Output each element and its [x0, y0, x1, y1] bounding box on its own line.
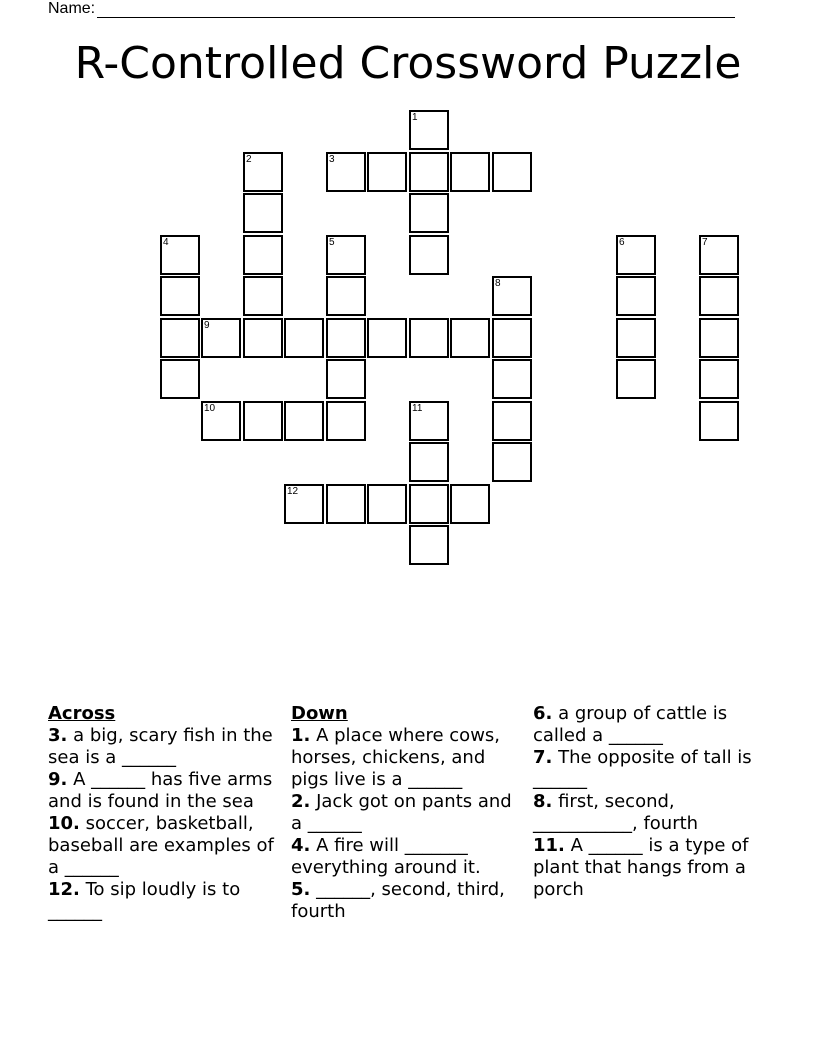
grid-cell[interactable] [409, 442, 449, 482]
clue [533, 703, 765, 747]
name-label: Name: [48, 0, 96, 17]
grid-cell[interactable] [326, 235, 366, 275]
grid-cell[interactable] [367, 152, 407, 192]
clue-text: To sip loudly is to ______ [48, 879, 241, 922]
grid-cell[interactable] [243, 235, 283, 275]
grid-cell[interactable] [699, 235, 739, 275]
grid-cell[interactable] [326, 152, 366, 192]
clue-number: 6. [533, 703, 553, 724]
grid-cell[interactable] [243, 152, 283, 192]
grid-cell[interactable] [284, 484, 324, 524]
grid-cell[interactable] [160, 235, 200, 275]
grid-cell[interactable] [201, 401, 241, 441]
grid-cell[interactable] [616, 276, 656, 316]
grid-cell[interactable] [616, 359, 656, 399]
grid-cell[interactable] [326, 276, 366, 316]
grid-cell[interactable] [409, 484, 449, 524]
clue-number: 11. [533, 835, 565, 856]
clue [48, 813, 280, 879]
grid-cell[interactable] [326, 318, 366, 358]
clue-number: 1 [412, 112, 418, 123]
clue-number: 9 [204, 320, 210, 331]
clue [48, 879, 280, 923]
grid-cell[interactable] [450, 152, 490, 192]
grid-cell[interactable] [409, 193, 449, 233]
grid-cell[interactable] [284, 401, 324, 441]
clue-number: 9. [48, 769, 68, 790]
across-heading: Across [48, 703, 116, 724]
clue [291, 835, 523, 879]
grid-cell[interactable] [616, 318, 656, 358]
clue [533, 835, 765, 901]
clue [291, 879, 523, 923]
grid-cell[interactable] [409, 110, 449, 150]
clue-number: 5. [291, 879, 311, 900]
grid-cell[interactable] [492, 442, 532, 482]
grid-cell[interactable] [326, 484, 366, 524]
clue-number: 6 [619, 237, 625, 248]
grid-cell[interactable] [160, 318, 200, 358]
clue-text: first, second, ___________, fourth [533, 791, 699, 834]
clue-text: A ______ has five arms and is found in the sea [48, 769, 273, 812]
grid-cell[interactable] [699, 318, 739, 358]
grid-cell[interactable] [699, 276, 739, 316]
clue-number: 2. [291, 791, 311, 812]
clue-number: 4 [163, 237, 169, 248]
down-clues [291, 703, 523, 923]
grid-cell[interactable] [492, 318, 532, 358]
clue [291, 791, 523, 835]
grid-cell[interactable] [492, 276, 532, 316]
clue-text: a big, scary fish in the sea is a ______ [48, 725, 273, 768]
clue-number: 4. [291, 835, 311, 856]
clue-number: 3. [48, 725, 68, 746]
clue-text: A ______ is a type of plant that hangs from a porch [533, 835, 749, 900]
clue-number: 3 [329, 154, 335, 165]
clue-text: a group of cattle is called a ______ [533, 703, 728, 746]
clue-number: 7. [533, 747, 553, 768]
clue-number: 10 [204, 403, 216, 414]
grid-cell[interactable] [409, 401, 449, 441]
down-clue-list-continued [533, 703, 765, 901]
clue-text: A fire will _______ everything around it. [291, 835, 481, 878]
puzzle-title: R-Controlled Crossword Puzzle [74, 38, 742, 89]
clue-text: A place where cows, horses, chickens, and pigs live is a ______ [291, 725, 501, 790]
grid-cell[interactable] [450, 484, 490, 524]
down-clue-list [291, 725, 523, 923]
grid-cell[interactable] [201, 318, 241, 358]
clue-number: 8. [533, 791, 553, 812]
grid-cell[interactable] [699, 359, 739, 399]
clue [48, 725, 280, 769]
grid-cell[interactable] [699, 401, 739, 441]
across-clues [48, 703, 280, 923]
grid-cell[interactable] [367, 318, 407, 358]
grid-cell[interactable] [409, 318, 449, 358]
clue-number: 11 [412, 403, 423, 414]
clue-number: 1. [291, 725, 311, 746]
grid-cell[interactable] [492, 152, 532, 192]
grid-cell[interactable] [492, 401, 532, 441]
clue [533, 791, 765, 835]
clue-text: Jack got on pants and a ______ [291, 791, 512, 834]
across-clue-list [48, 725, 280, 923]
clue-number: 8 [495, 278, 501, 289]
grid-cell[interactable] [409, 235, 449, 275]
clue [533, 747, 765, 791]
clue-number: 12. [48, 879, 80, 900]
grid-cell[interactable] [243, 401, 283, 441]
grid-cell[interactable] [409, 525, 449, 565]
clue-number: 7 [702, 237, 708, 248]
grid-cell[interactable] [243, 276, 283, 316]
grid-cell[interactable] [492, 359, 532, 399]
clue [48, 769, 280, 813]
grid-cell[interactable] [160, 359, 200, 399]
grid-cell[interactable] [326, 401, 366, 441]
grid-cell[interactable] [243, 318, 283, 358]
clue-number: 10. [48, 813, 80, 834]
clue-number: 5 [329, 237, 335, 248]
grid-cell[interactable] [367, 484, 407, 524]
down-heading: Down [291, 703, 348, 724]
grid-cell[interactable] [409, 152, 449, 192]
clue-text: The opposite of tall is ______ [533, 747, 752, 790]
grid-cell[interactable] [326, 359, 366, 399]
clue [291, 725, 523, 791]
clue-text: ______, second, third, fourth [291, 879, 505, 922]
grid-cell[interactable] [616, 235, 656, 275]
grid-cell[interactable] [284, 318, 324, 358]
grid-cell[interactable] [243, 193, 283, 233]
grid-cell[interactable] [160, 276, 200, 316]
clue-number: 2 [246, 154, 252, 165]
grid-cell[interactable] [450, 318, 490, 358]
clue-text: soccer, basketball, baseball are examples of a ______ [48, 813, 274, 878]
down-clues-continued [533, 703, 765, 901]
clue-number: 12 [287, 486, 299, 497]
